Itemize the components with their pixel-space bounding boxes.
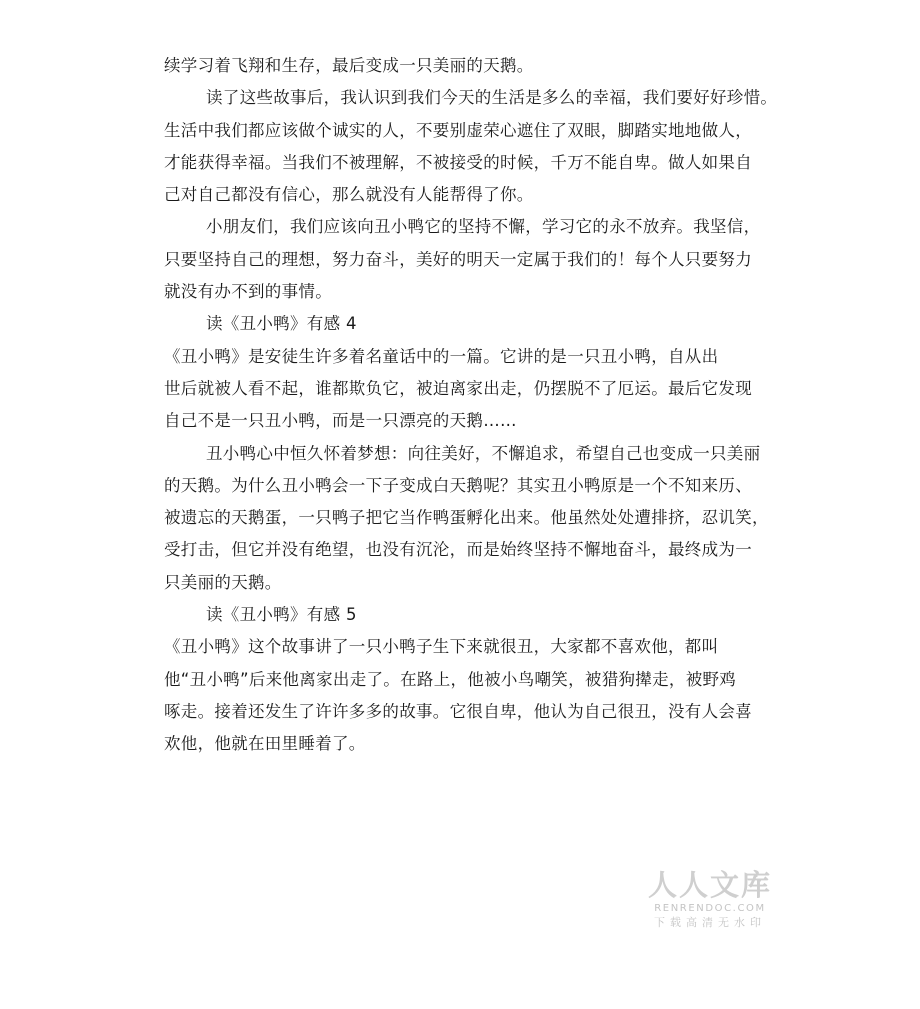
- text-line: 生活中我们都应该做个诚实的人，不要别虚荣心遮住了双眼，脚踏实地地做人，: [164, 120, 752, 140]
- document-body: [164, 50, 778, 761]
- text-line: 才能获得幸福。当我们不被理解，不被接受的时候，千万不能自卑。做人如果自: [164, 152, 752, 172]
- watermark-slogan: 下载高清无水印: [654, 916, 766, 929]
- watermark: [646, 868, 774, 930]
- text-line: 他“丑小鸭”后来他离家出走了。在路上，他被小鸟嘲笑，被猎狗撵走，被野鸡: [164, 669, 737, 689]
- watermark-logo: 人人文库: [647, 868, 772, 902]
- text-line: 受打击，但它并没有绝望，也没有沉沦，而是始终坚持不懈地奋斗，最终成为一: [164, 540, 752, 560]
- text-line: 《丑小鸭》是安徒生许多着名童话中的一篇。它讲的是一只丑小鸭，自从出: [164, 346, 719, 366]
- text-line: 小朋友们，我们应该向丑小鸭它的坚持不懈，学习它的永不放弃。我坚信，: [206, 217, 761, 237]
- text-line: 只要坚持自己的理想，努力奋斗，美好的明天一定属于我们的！每个人只要努力: [164, 249, 752, 269]
- text-line: 的天鹅。为什么丑小鸭会一下子变成白天鹅呢？其实丑小鸭原是一个不知来历、: [164, 475, 752, 495]
- text-line: 欢他，他就在田里睡着了。: [164, 734, 366, 754]
- text-line: 自己不是一只丑小鸭，而是一只漂亮的天鹅……: [164, 411, 517, 431]
- watermark-domain: RENRENDOC.COM: [654, 903, 766, 914]
- text-line: 己对自己都没有信心，那么就没有人能帮得了你。: [164, 185, 534, 205]
- text-line: 啄走。接着还发生了许许多多的故事。它很自卑，他认为自己很丑，没有人会喜: [164, 701, 752, 721]
- section-heading: 读《丑小鸭》有感 4: [206, 314, 357, 334]
- text-line: 丑小鸭心中恒久怀着梦想：向往美好，不懈追求，希望自己也变成一只美丽: [206, 443, 761, 463]
- text-line: 就没有办不到的事情。: [164, 282, 332, 302]
- text-line: 只美丽的天鹅。: [164, 572, 282, 592]
- text-line: 被遗忘的天鹅蛋，一只鸭子把它当作鸭蛋孵化出来。他虽然处处遭排挤，忍讥笑，: [164, 508, 769, 528]
- text-line: 读了这些故事后，我认识到我们今天的生活是多么的幸福，我们要好好珍惜。: [206, 88, 778, 108]
- text-line: 《丑小鸭》这个故事讲了一只小鸭子生下来就很丑，大家都不喜欢他，都叫: [164, 637, 719, 657]
- text-line: 续学习着飞翔和生存，最后变成一只美丽的天鹅。: [164, 56, 534, 75]
- section-heading: 读《丑小鸭》有感 5: [206, 605, 357, 625]
- text-line: 世后就被人看不起，谁都欺负它，被迫离家出走，仍摆脱不了厄运。最后它发现: [164, 378, 752, 398]
